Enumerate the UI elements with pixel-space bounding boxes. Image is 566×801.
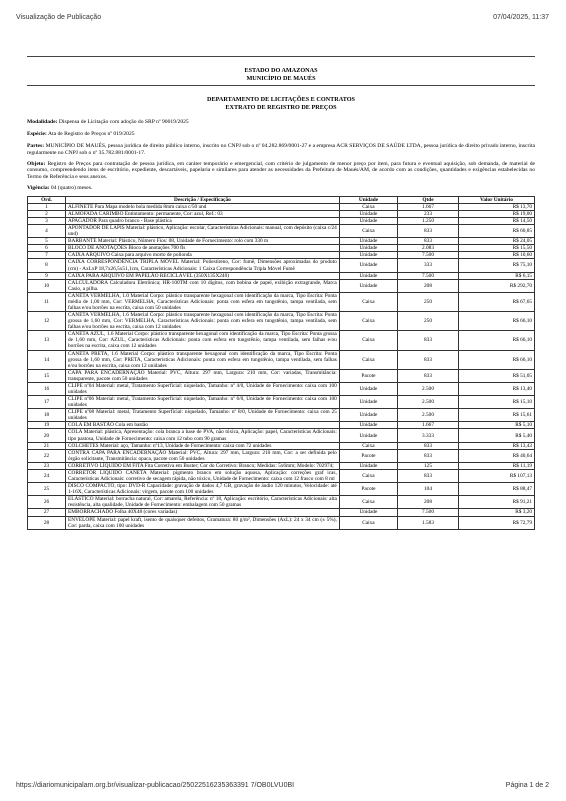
table-row [28,516,535,529]
cell-descricao: ENVELOPE Material: papel kraft, isento de quaisquer defeitos, Gramatura: 80 g/m², Dimensões (AxL): 24 x 34 cm (± 5%), Cor: parda, caixa com 100 unidades [66,516,340,529]
cell-valor: R$ 19,00 [458,210,534,217]
cell-valor: R$ 107,13 [458,469,534,482]
table-row [28,210,535,217]
cell-descricao: COLA EM BASTÃO Cola em bastão [66,422,340,429]
modalidade-value: Dispensa de Licitação com adoção do SRP nº 90019/2025 [58,119,189,126]
cell-unidade: Caixa [339,225,397,238]
cell-descricao: ALMOFADA CARIMBO Entintamento: permanente, Cor: azul, Ref.: 03 [66,210,340,217]
cell-qtde: 1.667 [398,422,459,429]
department-heading: DEPARTAMENTO DE LICITAÇÕES E CONTRATOS [207,96,355,104]
cell-descricao: APONTADOR DE LAPIS Material: plástico, Aplicação: escolar, Características Adicionais: manual, com depósito (caixa c/24 und) [66,225,340,238]
cell-qtde: 833 [398,469,459,482]
cell-ord: 16 [28,382,66,395]
cell-qtde: 7.500 [398,252,459,259]
cell-descricao: COLCHETES Material: aço, Tamanho: nº13, Unidade de Fornecimento: caixa com 72 unidades [66,442,340,449]
cell-qtde: 208 [398,279,459,292]
cell-descricao: APAGADOR Para quadro branco - Base plástica [66,217,340,224]
cell-unidade: Unidade [339,409,397,422]
cell-descricao: CORRETOR LIQUIDO CANETA Material: pigmento branco em solução aquosa, Aplicação: correções graf icas, Características Adicionais: corretivo de secagem rápida, não tóxico, Unidade de Fornecimento: caixa com 12 frasco com 8 ml [66,469,340,482]
table-row [28,225,535,238]
cell-descricao: BARBANTE Material: Plástico, Número Fios: 08, Unidade de Fornecimento: rolo com 330 m [66,238,340,245]
cell-valor: R$ 72,79 [458,516,534,529]
table-header-row [28,196,535,203]
cell-valor: R$ 13,70 [458,203,534,210]
table-row [28,429,535,442]
cell-valor: R$ 60,85 [458,225,534,238]
cell-unidade: Unidade [339,252,397,259]
objeto-line [27,161,535,181]
cell-valor: R$ 6,15 [458,272,534,279]
cell-descricao: CAIXA ARQUIVO Caixa para arquivo morto de polionda [66,252,340,259]
table-row [28,279,535,292]
cell-qtde: 833 [398,225,459,238]
cell-valor: R$ 66,10 [458,350,534,369]
cell-descricao: CLIPE nº08 Material: metal, Tratamento Superficial: niquelado, Tamanho: nº 8/0, Unidade de Fornecimento: caixa com 25 unidades [66,409,340,422]
cell-valor: R$ 88,47 [458,483,534,496]
cell-ord: 27 [28,509,66,516]
table-row [28,469,535,482]
browser-footer-page: Página 1 de 2 [505,782,549,789]
table-row [28,312,535,331]
cell-descricao: CAIXA CORRESPONDÊNCIA TRIPLA MÓVEL Material: Poliestireno, Cor: fumê, Dimensões aproximadas do produto (cm) - AxLxP 18,7x26,5x51,1cm, Características Adicionais: 1 Caixa Correspondência Tripla Móvel Fumê [66,259,340,272]
cell-unidade: Unidade [339,238,397,245]
cell-ord: 15 [28,369,66,382]
cell-valor: R$ 11,19 [458,462,534,469]
table-row [28,369,535,382]
col-header-ord: Ord. [28,196,66,203]
cell-descricao: CLIPE nº04 Material: metal, Tratamento Superficial: niquelado, Tamanho: nº 4/0, Unidade de Fornecimento: caixa com 100 unidades [66,382,340,395]
cell-unidade: Caixa [339,312,397,331]
cell-qtde: 833 [398,238,459,245]
table-row [28,331,535,350]
table-row [28,350,535,369]
cell-ord: 11 [28,292,66,311]
table-row [28,382,535,395]
cell-valor: R$ 15,61 [458,409,534,422]
table-row [28,217,535,224]
cell-unidade: Pacote [339,483,397,496]
cell-unidade: Unidade [339,259,397,272]
cell-ord: 21 [28,442,66,449]
cell-unidade: Pacote [339,369,397,382]
cell-qtde: 2.500 [398,409,459,422]
cell-unidade: Caixa [339,496,397,509]
cell-unidade: Unidade [339,509,397,516]
vigencia-line [27,185,535,192]
table-row [28,396,535,409]
cell-descricao: CANETA PRETA, 1.6 Material Corpo: plástico transparente hexagonal com identificação da marca, Tipo Escrita: Ponta grossa de 1,60 mm, Cor: PRETA, Características Adicionais: ponta com esfera em tungstênio, tampa ventilada, sem falhas e/ou borrões na escrita, caixa com 12 unidades [66,350,340,369]
cell-descricao: BLOCO DE ANOTAÇÕES Bloco de anotações 700 fls [66,245,340,252]
table-row [28,238,535,245]
cell-unidade: Caixa [339,331,397,350]
document-subtitle: EXTRATO DE REGISTRO DE PREÇOS [225,103,337,111]
cell-valor: R$ 10,60 [458,252,534,259]
cell-unidade: Caixa [339,203,397,210]
table-row [28,272,535,279]
table-row [28,442,535,449]
especie-value: Ata de Registro de Preços nº 019/2025 [47,131,135,138]
cell-ord: 2 [28,210,66,217]
cell-ord: 20 [28,429,66,442]
cell-descricao: COLA Material: plástica, Apresentação: cola branca a base de PVA, não tóxica, Aplicação: papel, Características Adicionais: tipo pastosa, Unidade de Fornecimento: caixa com 12 tubo com 90 gramas [66,429,340,442]
cell-descricao: CORRETIVO LÍQUIDO EM FITA Fita Corretiva em Buster; Cor do Corretivo: Branco; Medidas: 5x6mm; Modelo: 702974; [66,462,340,469]
cell-valor: R$ 67,65 [458,292,534,311]
cell-ord: 1 [28,203,66,210]
cell-valor: R$ 66,10 [458,312,534,331]
cell-qtde: 833 [398,442,459,449]
cell-valor: R$ 292,70 [458,279,534,292]
cell-unidade: Unidade [339,272,397,279]
cell-unidade: Unidade [339,382,397,395]
cell-qtde: 208 [398,496,459,509]
cell-ord: 13 [28,331,66,350]
cell-descricao: ALFINETE Para Mapa modelo bola medida 8mm caixa c/50 und [66,203,340,210]
cell-valor: R$ 91,21 [458,496,534,509]
col-header-valor: Valor Unitário [458,196,534,203]
cell-descricao: CANETA AZUL, 1.6 Material Corpo: plástico transparente hexagonal com identificação da marca, Tipo Escrita: Ponta grossa de 1,60 mm, Cor: AZUL, Características Adicionais: ponta com esfera em tungstênio, tampa ventilada, sem falhas e/ou borrões na escrita, caixa com 12 unidades [66,331,340,350]
cell-descricao: CAIXA PARA ARQUIVO EM PAPELÃO RECICLÁVEL (350X135X240) [66,272,340,279]
cell-descricao: CALCULADORA Calculadora Eletrônica; HR-100TM com 10 dígitos, com bobina de papel, exibição extragrande, Marca Casio, a pilha. [66,279,340,292]
browser-footer-url[interactable]: https://diariomunicipalam.org.br/visualizar-publicacao/25022516235363391 7/OB0LVU0BI [16,782,295,789]
cell-ord: 19 [28,422,66,429]
cell-qtde: 1.250 [398,217,459,224]
cell-descricao: CLIPE nº06 Material: metal, Tratamento Superficial: niquelado, Tamanho: nº 6/0, Unidade de Fornecimento: caixa com 100 unidades [66,396,340,409]
cell-qtde: 104 [398,483,459,496]
cell-valor: R$ 5,40 [458,429,534,442]
table-row [28,422,535,429]
cell-unidade: Unidade [339,396,397,409]
cell-ord: 22 [28,449,66,462]
cell-qtde: 333 [398,259,459,272]
state-heading: ESTADO DO AMAZONAS [244,67,318,74]
table-row [28,462,535,469]
cell-ord: 7 [28,252,66,259]
cell-ord: 12 [28,312,66,331]
cell-descricao: DISCO COMPACTO, tipo: DVD-R Capacidade: gravação de dados 4,7 GB, gravação de áudio 120 minutos, Velocidade: até 1-16X, Características Adicionais: virgem, pacote com 100 unidades [66,483,340,496]
cell-qtde: 1.583 [398,516,459,529]
cell-valor: R$ 15,50 [458,245,534,252]
cell-valor: R$ 14,50 [458,217,534,224]
cell-qtde: 2.500 [398,382,459,395]
cell-unidade: Caixa [339,469,397,482]
partes-value: MUNICÍPIO DE MAUÉS, pessoa jurídica de direito público interno, inscrito no CNPJ sob o nº 04.282.869/0001-27 e a empresa ACR SERVIÇOS DE SAÚDE LTDA, pessoa jurídica de direito privado interno, inscrita regularmente no CNPJ sob o nº 35.782.881/0001-17. [27,142,535,156]
cell-qtde: 250 [398,312,459,331]
browser-header-title: Visualização de Publicação [16,14,102,21]
cell-ord: 14 [28,350,66,369]
cell-unidade: Unidade [339,422,397,429]
cell-unidade: Caixa [339,442,397,449]
cell-unidade: Caixa [339,292,397,311]
cell-ord: 8 [28,259,66,272]
cell-qtde: 3.333 [398,429,459,442]
publication-document [27,56,535,530]
cell-descricao: EMBORRACHADO Folha 40X48 (cores variadas) [66,509,340,516]
cell-ord: 28 [28,516,66,529]
modalidade-label: Modalidade: [27,119,58,126]
cell-ord: 5 [28,238,66,245]
cell-ord: 9 [28,272,66,279]
cell-qtde: 125 [398,462,459,469]
vigencia-label: Vigência: [27,184,50,191]
cell-ord: 25 [28,483,66,496]
table-row [28,509,535,516]
cell-qtde: 250 [398,292,459,311]
table-row [28,252,535,259]
table-row [28,483,535,496]
cell-ord: 23 [28,462,66,469]
cell-qtde: 2.500 [398,396,459,409]
cell-unidade: Unidade [339,462,397,469]
cell-ord: 4 [28,225,66,238]
partes-line [27,143,535,157]
cell-qtde: 7.500 [398,509,459,516]
cell-valor: R$ 15,10 [458,396,534,409]
cell-unidade: Caixa [339,350,397,369]
modalidade-line [27,119,535,126]
cell-valor: R$ 13,43 [458,442,534,449]
cell-qtde: 2.083 [398,245,459,252]
cell-descricao: CANETA VERMELHA, 1.0 Material Corpo: plástico transparente hexagonal com identificação da marca, Tipo Escrita: Ponta média de 1,00 mm, Cor: VERMELHA, Características Adicionais: ponta com esfera em tungstênio, tampa ventilada, sem falhas e/ou borrões na escrita, caixa com 50 unidades [66,292,340,311]
cell-descricao: ELÁSTICO Material: borracha natural, Cor: amarela, Referência: nº 18, Aplicação: escritório, Características Adicionais: alta resistência, alta qualidade, Unidade de Fornecimento: embalagem com 50 gramas [66,496,340,509]
cell-valor: R$ 3,20 [458,509,534,516]
col-header-descricao: Descrição / Especificação [66,196,340,203]
price-registry-table [27,196,535,530]
table-row [28,259,535,272]
vigencia-value: 04 (quatro) meses. [50,184,93,191]
cell-qtde: 833 [398,350,459,369]
especie-line [27,131,535,138]
cell-qtde: 833 [398,449,459,462]
cell-unidade: Unidade [339,429,397,442]
cell-ord: 6 [28,245,66,252]
cell-ord: 3 [28,217,66,224]
cell-ord: 10 [28,279,66,292]
cell-unidade: Pacote [339,449,397,462]
cell-unidade: Unidade [339,279,397,292]
table-row [28,245,535,252]
table-row [28,292,535,311]
cell-qtde: 833 [398,331,459,350]
table-row [28,203,535,210]
cell-qtde: 7.500 [398,272,459,279]
cell-ord: 26 [28,496,66,509]
cell-descricao: CONTRA CAPA PARA ENCADERNAÇÃO Material: PVC, Altura: 297 mm, Largura: 210 mm, Cor: a ser definida pelo órgão solicitante, Transmitância: opaca, pacote com 50 unidades [66,449,340,462]
cell-qtde: 833 [398,369,459,382]
cell-unidade: Unidade [339,217,397,224]
partes-label: Partes: [27,142,45,149]
cell-ord: 24 [28,469,66,482]
cell-unidade: Unidade [339,245,397,252]
cell-descricao: CAPA PARA ENCADERNAÇÃO Material: PVC, Altura: 297 mm, Largura: 210 mm, Cor: variadas, Transmitância: transparente, pacote com 50 unidades [66,369,340,382]
col-header-unidade: Unidade [339,196,397,203]
table-row [28,496,535,509]
objeto-label: Objeto: [27,160,46,167]
table-row [28,409,535,422]
cell-unidade: Caixa [339,516,397,529]
cell-ord: 17 [28,396,66,409]
especie-label: Espécie: [27,131,47,138]
cell-descricao: CANETA VERMELHA, 1.6 Material Corpo: plástico transparente hexagonal com identificação da marca, Tipo Escrita: Ponta grossa de 1,60 mm, Cor: VERMELHA, Características Adicionais: ponta com esfera em tungstênio, tampa ventilada, sem falhas e/ou borrões na escrita, caixa com 12 unidades [66,312,340,331]
cell-qtde: 1.667 [398,203,459,210]
cell-qtde: 233 [398,210,459,217]
cell-valor: R$ 75,10 [458,259,534,272]
cell-unidade: Unidade [339,210,397,217]
cell-valor: R$ 66,10 [458,331,534,350]
table-row [28,449,535,462]
municipality-heading: MUNICÍPIO DE MAUÉS [246,74,316,82]
objeto-value: Registro de Preços para contratação de pessoa jurídica, em caráter temporário e emergencial, com critério de julgamento de menor preço por item, para futura e eventual aquisição, sob demanda, de material de consumo, compreendendo itens de escritório, expediente, descartáveis, papelaria e similares para atender as necessidades da Prefeitura de Maués/AM, de acordo com as condições, quantidades e exigências estabelecidas no Termo de Referência e seus anexos. [27,160,536,181]
cell-valor: R$ 24,05 [458,238,534,245]
cell-valor: R$ 40,64 [458,449,534,462]
cell-valor: R$ 51,05 [458,369,534,382]
cell-valor: R$ 5,10 [458,422,534,429]
col-header-qtde: Qtde [398,196,459,203]
browser-header-datetime: 07/04/2025, 11:37 [493,14,549,21]
cell-ord: 18 [28,409,66,422]
cell-valor: R$ 13,40 [458,382,534,395]
